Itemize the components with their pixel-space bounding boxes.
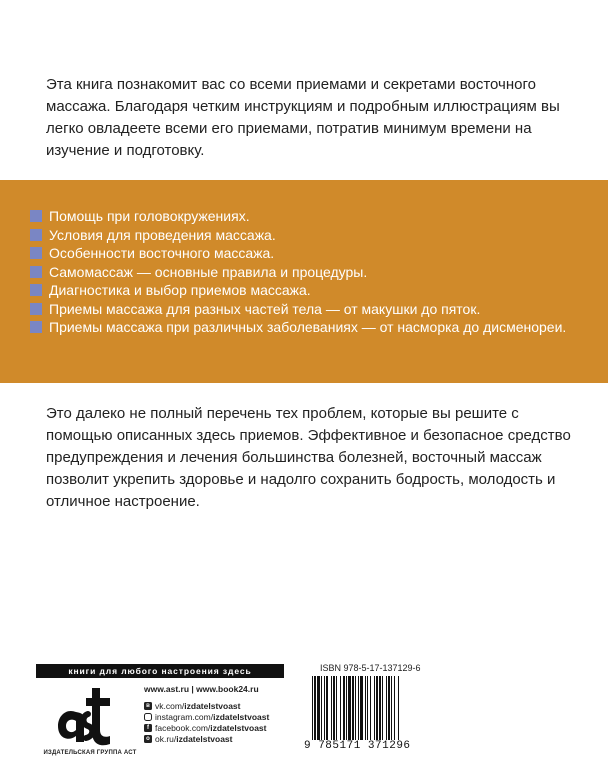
barcode-bar bbox=[355, 676, 356, 740]
facebook-icon: f bbox=[144, 724, 152, 732]
ast-logo-icon bbox=[54, 684, 124, 748]
barcode-bar bbox=[333, 676, 335, 740]
barcode-digits: 9 785171 371296 bbox=[304, 740, 411, 752]
barcode-bar bbox=[394, 676, 395, 740]
contact-links bbox=[144, 684, 269, 744]
isbn: ISBN 978-5-17-137129-6 bbox=[320, 663, 421, 673]
barcode-bar bbox=[321, 676, 322, 740]
list-item: Приемы массажа при различных заболеваниях — от насморка до дисменореи. bbox=[30, 318, 566, 337]
social-link-ok[interactable]: o ok.ru/ izdatelstvoast bbox=[144, 733, 269, 744]
ok-icon: o bbox=[144, 735, 152, 743]
square-bullet-icon bbox=[30, 266, 42, 278]
tagline-bar: книги для любого настроения здесь bbox=[36, 664, 284, 678]
barcode-bar bbox=[391, 676, 392, 740]
barcode-bar bbox=[398, 676, 399, 740]
barcode-bar bbox=[352, 676, 354, 740]
list-item: Особенности восточного массажа. bbox=[30, 244, 566, 263]
social-link-vk[interactable]: в vk.com/ izdatelstvoast bbox=[144, 700, 269, 711]
instagram-icon bbox=[144, 713, 152, 721]
publisher-name: ИЗДАТЕЛЬСКАЯ ГРУППА АСТ bbox=[43, 750, 137, 756]
barcode-bar bbox=[388, 676, 390, 740]
barcode-icon bbox=[310, 676, 450, 740]
barcode-bar bbox=[365, 676, 366, 740]
barcode-bar bbox=[346, 676, 347, 740]
barcode-bar bbox=[370, 676, 371, 740]
square-bullet-icon bbox=[30, 210, 42, 222]
outro-paragraph: Это далеко не полный перечень тех проблем, которые вы решите с помощью описанных здесь приемов. Эффективное и безопасное средство предупреждения и лечения большинства болезней, восточный массаж позволит укрепить здоровье и надолго сохранить бодрость, молодость и отличное настроение. bbox=[46, 405, 571, 510]
barcode-bar bbox=[374, 676, 375, 740]
barcode-bar bbox=[358, 676, 359, 740]
barcode-bar bbox=[331, 676, 332, 740]
list-item: Приемы массажа для разных частей тела — от макушки до пяток. bbox=[30, 300, 566, 319]
social-link-instagram[interactable]: instagram.com/ izdatelstvoast bbox=[144, 711, 269, 722]
barcode-bar bbox=[343, 676, 345, 740]
barcode-bar bbox=[340, 676, 341, 740]
barcode-bar bbox=[336, 676, 337, 740]
features-list bbox=[30, 207, 566, 337]
barcode-bar bbox=[314, 676, 316, 740]
square-bullet-icon bbox=[30, 247, 42, 259]
features-band bbox=[0, 180, 608, 383]
list-item: Условия для проведения массажа. bbox=[30, 226, 566, 245]
website-links[interactable]: www.ast.ru | www.book24.ru bbox=[144, 684, 259, 694]
square-bullet-icon bbox=[30, 321, 42, 333]
barcode-bar bbox=[317, 676, 320, 740]
square-bullet-icon bbox=[30, 303, 42, 315]
barcode-bar bbox=[386, 676, 387, 740]
publisher-logo bbox=[40, 684, 140, 764]
barcode-bar bbox=[379, 676, 381, 740]
list-item: Помощь при головокружениях. bbox=[30, 207, 566, 226]
barcode-bar bbox=[312, 676, 313, 740]
intro-paragraph: Эта книга познакомит вас со всеми приемами и секретами восточного массажа. Благодаря четким инструкциям и подробным иллюстрациям вы легко овладеете всеми его приемами, потратив минимум времени на изучение и подготовку. bbox=[46, 76, 560, 159]
list-item: Самомассаж — основные правила и процедуры. bbox=[30, 263, 566, 282]
square-bullet-icon bbox=[30, 229, 42, 241]
social-link-facebook[interactable]: f facebook.com/ izdatelstvoast bbox=[144, 722, 269, 733]
barcode-bar bbox=[326, 676, 328, 740]
vk-icon: в bbox=[144, 702, 152, 710]
barcode-bar bbox=[348, 676, 351, 740]
barcode-bar bbox=[367, 676, 368, 740]
barcode-bar bbox=[376, 676, 378, 740]
barcode-bar bbox=[360, 676, 363, 740]
list-item: Диагностика и выбор приемов массажа. bbox=[30, 281, 566, 300]
barcode-bar bbox=[324, 676, 325, 740]
barcode-bar bbox=[382, 676, 383, 740]
square-bullet-icon bbox=[30, 284, 42, 296]
